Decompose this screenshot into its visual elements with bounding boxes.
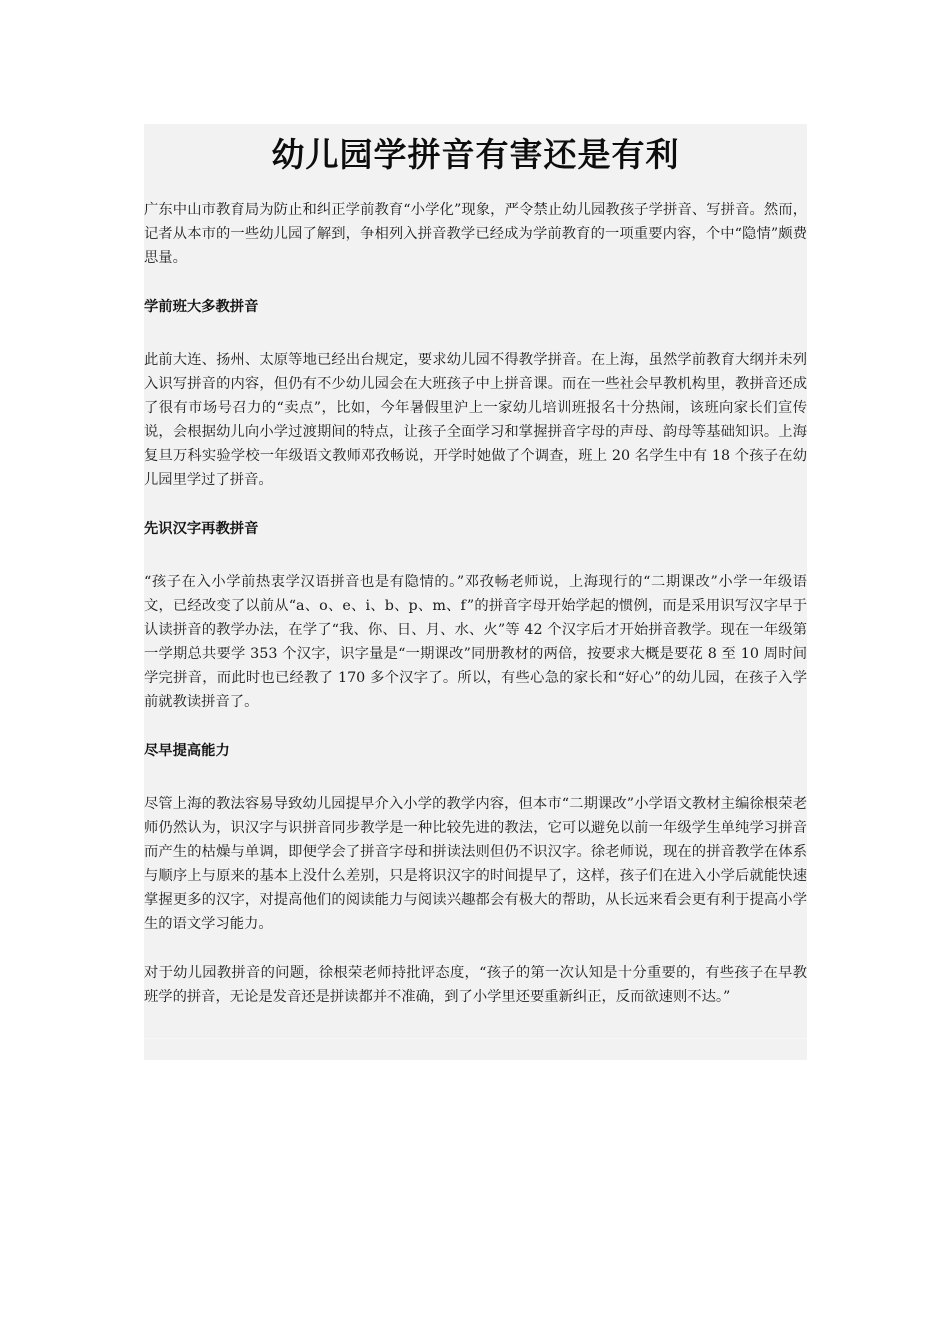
intro-paragraph: 广东中山市教育局为防止和纠正学前教育“小学化”现象，严令禁止幼儿园教孩子学拼音、写拼音。然而，记者从本市的一些幼儿园了解到，争相列入拼音教学已经成为学前教育的一项重要内容，个中“隐情”颇费思量。 [144,202,807,266]
section-heading-3: 尽早提高能力 [144,743,230,759]
article-panel [144,124,807,1060]
article-title: 幼儿园学拼音有害还是有利 [271,135,680,174]
closing-paragraph: 对于幼儿园教拼音的问题，徐根荣老师持批评态度，“孩子的第一次认知是十分重要的，有些孩子在早教班学的拼音，无论是发音还是拼读都并不准确，到了小学里还要重新纠正，反而欲速则不达。” [144,965,807,1005]
section-heading-2: 先识汉字再教拼音 [144,521,259,537]
section-heading-1: 学前班大多教拼音 [144,299,259,315]
section-paragraph-1: 此前大连、扬州、太原等地已经出台规定，要求幼儿园不得教学拼音。在上海，虽然学前教育大纲并未列入识写拼音的内容，但仍有不少幼儿园会在大班孩子中上拼音课。而在一些社会早教机构里，教拼音还成了很有市场号召力的“卖点”，比如，今年暑假里沪上一家幼儿培训班报名十分热闹，该班向家长们宣传说，会根据幼儿向小学过渡期间的特点，让孩子全面学习和掌握拼音字母的声母、韵母等基础知识。上海复旦万科实验学校一年级语文教师邓孜畅说，开学时她做了个调查，班上 20 名学生中有 18 个孩子在幼儿园里学过了拼音。 [144,352,807,488]
panel-bottom-divider [144,1038,807,1039]
section-paragraph-3: 尽管上海的教法容易导致幼儿园提早介入小学的教学内容，但本市“二期课改”小学语文教材主编徐根荣老师仍然认为，识汉字与识拼音同步教学是一种比较先进的教法，它可以避免以前一年级学生单纯学习拼音而产生的枯燥与单调，即便学会了拼音字母和拼读法则但仍不识汉字。徐老师说，现在的拼音教学在体系与顺序上与原来的基本上没什么差别，只是将识汉字的时间提早了，这样，孩子们在进入小学后就能快速掌握更多的汉字，对提高他们的阅读能力与阅读兴趣都会有极大的帮助，从长远来看会更有利于提高小学生的语文学习能力。 [144,796,807,932]
section-paragraph-2: “孩子在入小学前热衷学汉语拼音也是有隐情的。”邓孜畅老师说，上海现行的“二期课改”小学一年级语文，已经改变了以前从“a、o、e、i、b、p、m、f”的拼音字母开始学起的惯例，而是采用识写汉字早于认读拼音的教学办法，在学了“我、你、日、月、水、火”等 42 个汉字后才开始拼音教学。现在一年级第一学期总共要学 353 个汉字，识字量是“一期课改”同册教材的两倍，按要求大概是要花 8 至 10 周时间学完拼音，而此时也已经教了 170 多个汉字了。所以，有些心急的家长和“好心”的幼儿园，在孩子入学前就教读拼音了。 [144,574,807,710]
